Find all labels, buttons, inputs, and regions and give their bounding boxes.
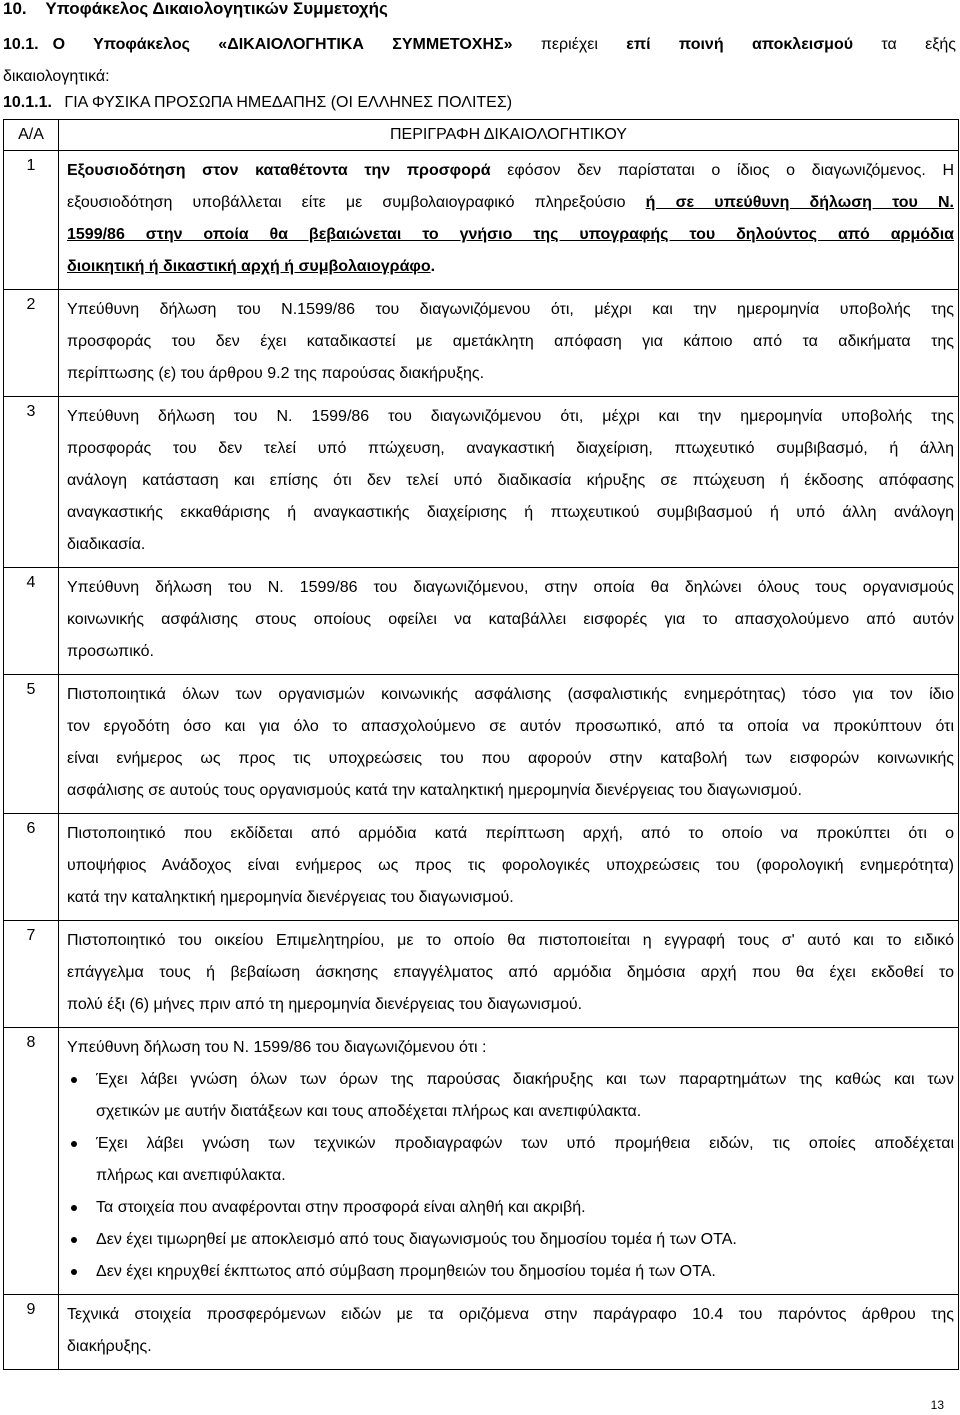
row-description xyxy=(59,151,959,290)
subheading-number: 10.1. xyxy=(3,36,39,53)
row-description xyxy=(59,290,959,397)
bullet-icon xyxy=(71,1205,77,1211)
heading-title: Υποφάκελος Δικαιολογητικών Συμμετοχής xyxy=(45,0,388,18)
row7-line-1: Πιστοποιητικό του οικείου Επιμελητηρίου, με το οποίο θα πιστοποιείται η εγγραφή τους σ' αυτό και το ειδικό xyxy=(67,932,954,949)
subheading-post: τα εξής xyxy=(853,36,956,53)
row3-line-3: ανάλογη κατάσταση και επίσης ότι δεν τελεί υπό διαδικασία κήρυξης σε πτώχευση ή έκδοσης απόφασης xyxy=(67,472,954,489)
row-number: 7 xyxy=(4,921,59,1028)
row-number: 1 xyxy=(4,151,59,290)
row1-line3-emph: 1599/86 στην οποία θα βεβαιώνεται το γνήσιο της υπογραφής του δηλούντος από αρμόδια xyxy=(67,226,954,243)
table-row xyxy=(4,675,959,814)
row7-line-2: επάγγελμα τους ή βεβαίωση άσκησης επαγγέλματος από αρμόδια δημόσια αρχή που θα έχει εκδοθεί το xyxy=(67,964,954,981)
subheading-bold2: επί ποινή αποκλεισμού xyxy=(626,36,854,53)
row1-line1-rest: εφόσον δεν παρίσταται ο ίδιος ο διαγωνιζόμενος. Η xyxy=(490,162,955,179)
subheading-pre: Ο Υποφάκελος « xyxy=(52,36,228,53)
row7-line-3: πολύ έξι (6) μήνες πριν από τη ημερομηνία διενέργειας του διαγωνισμού. xyxy=(67,996,583,1013)
row-number: 4 xyxy=(4,568,59,675)
row1-line-1 xyxy=(67,155,954,187)
row5-line-4: ασφάλισης σε αυτούς τους οργανισμούς κατά την καταληκτική ημερομηνία διενέργειας του διαγωνισμού. xyxy=(67,782,802,799)
row8-intro: Υπεύθυνη δήλωση του Ν. 1599/86 του διαγωνιζόμενου ότι : xyxy=(67,1039,487,1056)
table-row xyxy=(4,814,959,921)
row-number: 6 xyxy=(4,814,59,921)
table-row xyxy=(4,568,959,675)
row-number: 5 xyxy=(4,675,59,814)
row3-line-1: Υπεύθυνη δήλωση του Ν. 1599/86 του διαγωνιζόμενου ότι, μέχρι και την ημερομηνία υποβολής της xyxy=(67,408,954,425)
row3-line-5: διαδικασία. xyxy=(67,536,146,553)
subheading-line-2: δικαιολογητικά: xyxy=(3,68,110,85)
row-description xyxy=(59,1028,959,1295)
row8-bullet4: Δεν έχει τιμωρηθεί με αποκλεισμό από τους διαγωνισμούς του δημοσίου τομέα ή των ΟΤΑ. xyxy=(96,1231,737,1248)
bullet-icon xyxy=(71,1269,77,1275)
section-number: 10.1.1. xyxy=(3,94,52,111)
bullet-icon xyxy=(71,1077,77,1083)
row-number: 9 xyxy=(4,1295,59,1370)
row-description xyxy=(59,568,959,675)
row1-line-2 xyxy=(67,187,954,219)
row4-line-2: κοινωνικής ασφάλισης στους οποίους οφείλει να καταβάλλει εισφορές για το απασχολούμενο από αυτόν xyxy=(67,611,954,628)
table-row xyxy=(4,397,959,568)
row5-line-3: είναι ενήμερος ως προς τις υποχρεώσεις του που αφορούν στην καταβολή των εισφορών κοινωνικής xyxy=(67,750,954,767)
subheading-mid: περιέχει xyxy=(512,36,627,53)
row-number: 8 xyxy=(4,1028,59,1295)
row-description xyxy=(59,1295,959,1370)
row1-line4-end: . xyxy=(430,258,436,275)
row8-bullet1-line-2: σχετικών με αυτήν διατάξεων και τους αποδέχεται πλήρως και ανεπιφύλακτα. xyxy=(96,1103,642,1120)
row8-bullet3: Τα στοιχεία που αναφέρονται στην προσφορά είναι αληθή και ακριβή. xyxy=(96,1199,586,1216)
row8-bullet2-line-2: πλήρως και ανεπιφύλακτα. xyxy=(96,1167,286,1184)
row1-line-4 xyxy=(67,251,954,283)
table-row xyxy=(4,290,959,397)
list-item xyxy=(67,1224,954,1256)
row8-bullet-list xyxy=(67,1064,954,1288)
row5-line-1: Πιστοποιητικά όλων των οργανισμών κοινωνικής ασφάλισης (ασφαλιστικής ενημερότητας) τόσο για τον ίδιο xyxy=(67,686,954,703)
table-row xyxy=(4,1028,959,1295)
row1-line4-emph: διοικητική ή δικαστική αρχή ή συμβολαιογράφο xyxy=(67,258,431,275)
row2-line-2: προσφοράς του δεν έχει καταδικαστεί με αμετάκλητη απόφαση για κάποιο από τα αδικήματα της xyxy=(67,333,954,350)
header-aa: Α/Α xyxy=(4,120,59,151)
section-heading xyxy=(3,92,512,114)
list-item xyxy=(67,1064,954,1128)
subheading xyxy=(3,29,956,93)
row8-bullet1-line-1: Έχει λάβει γνώση όλων των όρων της παρούσας διακήρυξης και των παραρτημάτων της καθώς και των xyxy=(96,1071,954,1088)
row5-line-2: τον εργοδότη όσο και για όλο το απασχολούμενο σε αυτόν προσωπικό, από τα οποία να προκύπτουν ότι xyxy=(67,718,954,735)
row6-line-1: Πιστοποιητικό που εκδίδεται από αρμόδια κατά περίπτωση αρχή, από το οποίο να προκύπτει ότι ο xyxy=(67,825,954,842)
subheading-bold: ΔΙΚΑΙΟΛΟΓΗΤΙΚΑ ΣΥΜΜΕΤΟΧΗΣ» xyxy=(227,36,513,53)
requirements-table xyxy=(3,119,959,1370)
list-item xyxy=(67,1256,954,1288)
table-row xyxy=(4,921,959,1028)
table-header-row xyxy=(4,120,959,151)
row-number: 3 xyxy=(4,397,59,568)
row4-line-3: προσωπικό. xyxy=(67,643,154,660)
page-number: 13 xyxy=(930,1398,944,1412)
row9-line-2: διακήρυξης. xyxy=(67,1338,152,1355)
list-item xyxy=(67,1128,954,1192)
row1-line2-emph: ή σε υπεύθυνη δήλωση του Ν. xyxy=(645,194,954,211)
row1-line-3 xyxy=(67,219,954,251)
row2-line-1: Υπεύθυνη δήλωση του Ν.1599/86 του διαγωνιζόμενου ότι, μέχρι και την ημερομηνία υποβολής της xyxy=(67,301,954,318)
row-description xyxy=(59,921,959,1028)
row-number: 2 xyxy=(4,290,59,397)
row8-bullet5: Δεν έχει κηρυχθεί έκπτωτος από σύμβαση προμηθειών του δημοσίου τομέα ή των ΟΤΑ. xyxy=(96,1263,716,1280)
row3-line-4: αναγκαστικής εκκαθάρισης ή αναγκαστικής διαχείρισης ή πτωχευτικού συμβιβασμού ή υπό άλλη ανάλογη xyxy=(67,504,954,521)
row-description xyxy=(59,397,959,568)
row1-line2-plain: εξουσιοδότηση υποβάλλεται είτε με συμβολαιογραφικό πληρεξούσιο xyxy=(67,194,646,211)
row-description xyxy=(59,675,959,814)
heading xyxy=(3,0,388,20)
table-row xyxy=(4,1295,959,1370)
subheading-line-1 xyxy=(3,29,956,61)
bullet-icon xyxy=(71,1237,77,1243)
bullet-icon xyxy=(71,1141,77,1147)
row6-line-3: κατά την καταληκτική ημερομηνία διενέργειας του διαγωνισμού. xyxy=(67,889,514,906)
row6-line-2: υποψήφιος Ανάδοχος είναι ενήμερος ως προς τις φορολογικές υποχρεώσεις του (φορολογική ενημερότητα) xyxy=(67,857,954,874)
row3-line-2: προσφοράς του δεν τελεί υπό πτώχευση, αναγκαστική διαχείριση, πτωχευτικό συμβιβασμό, ή άλλη xyxy=(67,440,954,457)
row4-line-1: Υπεύθυνη δήλωση του Ν. 1599/86 του διαγωνιζόμενου, στην οποία θα δηλώνει όλους τους οργανισμούς xyxy=(67,579,954,596)
row-description xyxy=(59,814,959,921)
row1-bold: Εξουσιοδότηση στον καταθέτοντα την προσφορά xyxy=(67,162,491,179)
section-title: ΓΙΑ ΦΥΣΙΚΑ ΠΡΟΣΩΠΑ ΗΜΕΔΑΠΗΣ (ΟΙ ΕΛΛΗΝΕΣ ΠΟΛΙΤΕΣ) xyxy=(64,94,513,111)
header-description: ΠΕΡΙΓΡΑΦΗ ΔΙΚΑΙΟΛΟΓΗΤΙΚΟΥ xyxy=(59,120,959,151)
list-item xyxy=(67,1192,954,1224)
row9-line-1: Τεχνικά στοιχεία προσφερόμενων ειδών με τα οριζόμενα στην παράγραφο 10.4 του παρόντος άρθρου της xyxy=(67,1306,954,1323)
heading-number: 10. xyxy=(3,0,27,18)
row2-line-3: περίπτωσης (ε) του άρθρου 9.2 της παρούσας διακήρυξης. xyxy=(67,365,485,382)
table-row xyxy=(4,151,959,290)
row8-bullet2-line-1: Έχει λάβει γνώση των τεχνικών προδιαγραφών των υπό προμήθεια ειδών, τις οποίες αποδέχεται xyxy=(96,1135,954,1152)
